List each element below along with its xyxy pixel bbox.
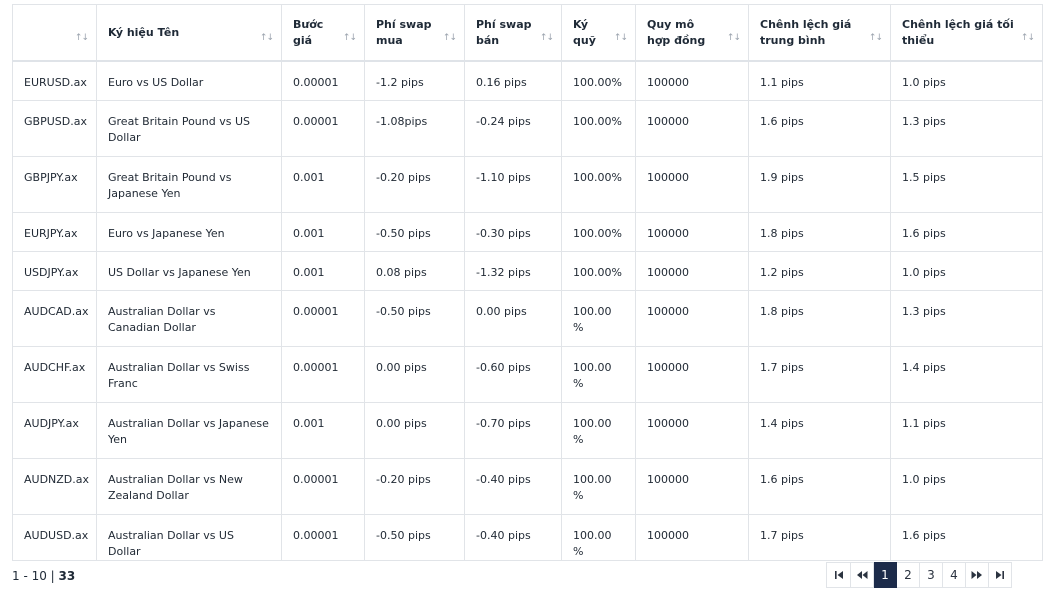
column-header-label: Phí swap bán bbox=[476, 17, 532, 47]
table-cell: 0.001 bbox=[282, 213, 365, 252]
next-page-button[interactable] bbox=[966, 562, 989, 588]
table-cell: 1.1 pips bbox=[891, 403, 1043, 459]
page-number-group bbox=[874, 562, 966, 588]
column-header-label: Ký quỹ bbox=[573, 17, 596, 47]
table-cell: 0.001 bbox=[282, 403, 365, 459]
table-cell: 100.00 % bbox=[562, 347, 636, 403]
table-row bbox=[13, 459, 1043, 515]
table-cell: Australian Dollar vs Canadian Dollar bbox=[97, 291, 282, 347]
table-cell: -1.32 pips bbox=[465, 252, 562, 291]
sort-icon[interactable]: ↑↓ bbox=[1020, 33, 1034, 43]
sort-icon[interactable]: ↑↓ bbox=[613, 33, 627, 43]
table-cell: -0.40 pips bbox=[465, 459, 562, 515]
table-cell: 1.7 pips bbox=[749, 515, 891, 561]
table-cell: 100000 bbox=[636, 515, 749, 561]
table-cell: Great Britain Pound vs Japanese Yen bbox=[97, 157, 282, 213]
table-row bbox=[13, 291, 1043, 347]
table-cell: 100000 bbox=[636, 213, 749, 252]
table-cell: 0.08 pips bbox=[365, 252, 465, 291]
table-cell: 1.2 pips bbox=[749, 252, 891, 291]
table-cell: 100.00% bbox=[562, 213, 636, 252]
column-header-label: Bước giá bbox=[293, 17, 324, 47]
table-cell: 100.00 % bbox=[562, 403, 636, 459]
table-cell: 100000 bbox=[636, 101, 749, 157]
table-cell: 0.00001 bbox=[282, 291, 365, 347]
table-cell: 0.16 pips bbox=[465, 61, 562, 101]
table-cell: 1.7 pips bbox=[749, 347, 891, 403]
column-header-label: Quy mô hợp đồng bbox=[647, 17, 706, 47]
table-cell: 1.9 pips bbox=[749, 157, 891, 213]
table-cell: 1.6 pips bbox=[749, 459, 891, 515]
table-row bbox=[13, 101, 1043, 157]
table-cell: US Dollar vs Japanese Yen bbox=[97, 252, 282, 291]
page-button[interactable]: 4 bbox=[943, 562, 966, 588]
table-cell: 0.00 pips bbox=[365, 403, 465, 459]
table-cell: AUDNZD.ax bbox=[13, 459, 97, 515]
table-cell: -0.20 pips bbox=[365, 157, 465, 213]
table-cell: 0.001 bbox=[282, 252, 365, 291]
table-cell: 1.3 pips bbox=[891, 101, 1043, 157]
table-cell: 100000 bbox=[636, 347, 749, 403]
table-cell: USDJPY.ax bbox=[13, 252, 97, 291]
result-count bbox=[12, 569, 75, 583]
table-cell: 100.00 % bbox=[562, 459, 636, 515]
table-cell: 1.8 pips bbox=[749, 291, 891, 347]
table-cell: 100000 bbox=[636, 157, 749, 213]
table-cell: 1.8 pips bbox=[749, 213, 891, 252]
sort-icon[interactable]: ↑↓ bbox=[259, 33, 273, 43]
table-cell: 100.00% bbox=[562, 252, 636, 291]
table-cell: AUDCAD.ax bbox=[13, 291, 97, 347]
sort-icon[interactable]: ↑↓ bbox=[342, 33, 356, 43]
table-cell: -0.60 pips bbox=[465, 347, 562, 403]
column-header[interactable] bbox=[562, 5, 636, 62]
column-header[interactable] bbox=[282, 5, 365, 62]
sort-icon[interactable]: ↑↓ bbox=[442, 33, 456, 43]
column-header[interactable] bbox=[365, 5, 465, 62]
column-header[interactable] bbox=[13, 5, 97, 62]
column-header-label: Chênh lệch giá trung bình bbox=[760, 17, 852, 47]
skip-last-icon bbox=[995, 570, 1005, 580]
table-cell: 1.5 pips bbox=[891, 157, 1043, 213]
table-header-row bbox=[13, 5, 1043, 62]
table-cell: -0.20 pips bbox=[365, 459, 465, 515]
fast-forward-icon bbox=[971, 570, 983, 580]
table-row bbox=[13, 252, 1043, 291]
table-cell: 100.00 % bbox=[562, 291, 636, 347]
table-cell: Euro vs Japanese Yen bbox=[97, 213, 282, 252]
skip-first-icon bbox=[834, 570, 844, 580]
table-row bbox=[13, 61, 1043, 101]
table-cell: 0.00001 bbox=[282, 459, 365, 515]
table-cell: -0.24 pips bbox=[465, 101, 562, 157]
table-cell: Australian Dollar vs Swiss Franc bbox=[97, 347, 282, 403]
table-cell: Australian Dollar vs New Zealand Dollar bbox=[97, 459, 282, 515]
prev-page-button[interactable] bbox=[851, 562, 874, 588]
table-cell: Great Britain Pound vs US Dollar bbox=[97, 101, 282, 157]
column-header[interactable] bbox=[891, 5, 1043, 62]
table-cell: GBPUSD.ax bbox=[13, 101, 97, 157]
column-header[interactable] bbox=[636, 5, 749, 62]
sort-icon[interactable]: ↑↓ bbox=[868, 33, 882, 43]
result-total: 33 bbox=[58, 569, 76, 583]
table-row bbox=[13, 347, 1043, 403]
table-cell: 1.6 pips bbox=[749, 101, 891, 157]
page-button[interactable]: 3 bbox=[920, 562, 943, 588]
table-cell: 1.4 pips bbox=[749, 403, 891, 459]
page-button[interactable]: 1 bbox=[874, 562, 897, 588]
sort-icon[interactable]: ↑↓ bbox=[726, 33, 740, 43]
table-cell: 100000 bbox=[636, 61, 749, 101]
table-cell: EURJPY.ax bbox=[13, 213, 97, 252]
table-cell: 0.001 bbox=[282, 157, 365, 213]
table-cell: 0.00001 bbox=[282, 515, 365, 561]
table-cell: 100.00% bbox=[562, 101, 636, 157]
table-cell: 0.00 pips bbox=[365, 347, 465, 403]
table-cell: 1.0 pips bbox=[891, 61, 1043, 101]
table-cell: EURUSD.ax bbox=[13, 61, 97, 101]
result-range: 1 - 10 | bbox=[12, 569, 59, 583]
table-cell: AUDUSD.ax bbox=[13, 515, 97, 561]
table-row bbox=[13, 157, 1043, 213]
rewind-icon bbox=[856, 570, 868, 580]
last-page-button[interactable] bbox=[989, 562, 1012, 588]
table-cell: -1.10 pips bbox=[465, 157, 562, 213]
column-header[interactable] bbox=[465, 5, 562, 62]
table-cell: 100.00% bbox=[562, 157, 636, 213]
table-cell: 1.0 pips bbox=[891, 459, 1043, 515]
table-cell: -0.30 pips bbox=[465, 213, 562, 252]
pagination bbox=[826, 562, 1012, 588]
table-cell: AUDJPY.ax bbox=[13, 403, 97, 459]
table-cell: AUDCHF.ax bbox=[13, 347, 97, 403]
table-cell: 1.0 pips bbox=[891, 252, 1043, 291]
table-cell: 100.00% bbox=[562, 61, 636, 101]
table-cell: -0.40 pips bbox=[465, 515, 562, 561]
table-cell: -1.2 pips bbox=[365, 61, 465, 101]
column-header-label: Chênh lệch giá tối thiểu bbox=[902, 17, 1014, 47]
table-cell: 0.00001 bbox=[282, 101, 365, 157]
table-cell: 0.00001 bbox=[282, 61, 365, 101]
sort-icon[interactable]: ↑↓ bbox=[539, 33, 553, 43]
table-cell: 100000 bbox=[636, 252, 749, 291]
table-cell: -0.70 pips bbox=[465, 403, 562, 459]
table-cell: Australian Dollar vs US Dollar bbox=[97, 515, 282, 561]
page-button[interactable]: 2 bbox=[897, 562, 920, 588]
table-row bbox=[13, 403, 1043, 459]
table-cell: -0.50 pips bbox=[365, 213, 465, 252]
column-header[interactable] bbox=[749, 5, 891, 62]
sort-icon[interactable]: ↑↓ bbox=[74, 33, 88, 43]
table-cell: 100000 bbox=[636, 291, 749, 347]
table-cell: 1.6 pips bbox=[891, 213, 1043, 252]
table-cell: Euro vs US Dollar bbox=[97, 61, 282, 101]
table-cell: 1.6 pips bbox=[891, 515, 1043, 561]
column-header-label: Ký hiệu Tên bbox=[108, 25, 180, 39]
table-cell: GBPJPY.ax bbox=[13, 157, 97, 213]
instrument-table bbox=[12, 4, 1043, 561]
table-cell: 0.00001 bbox=[282, 347, 365, 403]
first-page-button[interactable] bbox=[826, 562, 851, 588]
column-header-label: Phí swap mua bbox=[376, 17, 432, 47]
table-cell: Australian Dollar vs Japanese Yen bbox=[97, 403, 282, 459]
column-header[interactable] bbox=[97, 5, 282, 62]
table-cell: 1.1 pips bbox=[749, 61, 891, 101]
table-cell: 100000 bbox=[636, 403, 749, 459]
table-cell: 100000 bbox=[636, 459, 749, 515]
table-cell: -1.08pips bbox=[365, 101, 465, 157]
table-cell: -0.50 pips bbox=[365, 515, 465, 561]
table-row bbox=[13, 213, 1043, 252]
table-cell: 1.3 pips bbox=[891, 291, 1043, 347]
table-cell: 100.00 % bbox=[562, 515, 636, 561]
table-cell: 0.00 pips bbox=[465, 291, 562, 347]
table-cell: 1.4 pips bbox=[891, 347, 1043, 403]
table-cell: -0.50 pips bbox=[365, 291, 465, 347]
table-body bbox=[13, 61, 1043, 561]
table-row bbox=[13, 515, 1043, 561]
instrument-table-container bbox=[12, 4, 1042, 561]
